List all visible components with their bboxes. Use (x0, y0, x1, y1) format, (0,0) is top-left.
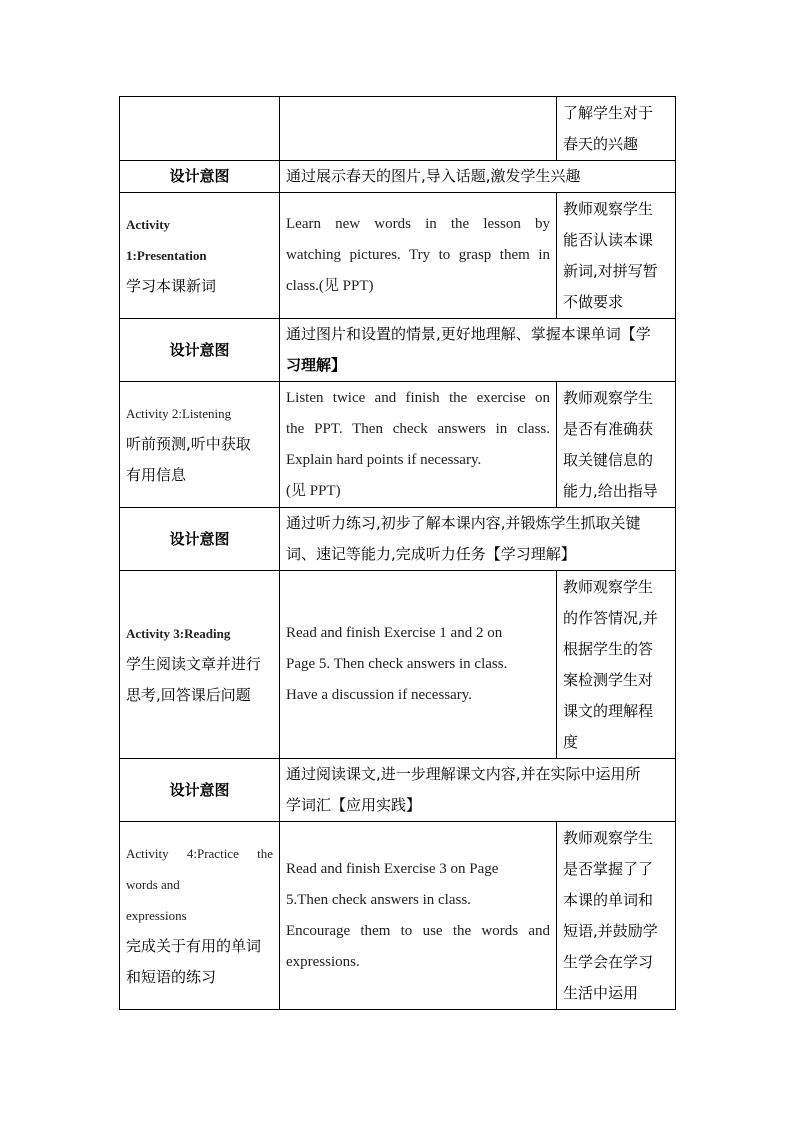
cell-line: Read and finish Exercise 1 and 2 on (286, 625, 503, 641)
cell-line: 是否掌握了了 (563, 859, 654, 878)
activity-description: 完成关于有用的单词 (126, 937, 262, 955)
cell-line: 教师观察学生 (563, 388, 654, 407)
activity-title: expressions (126, 908, 187, 923)
cell-line: Explain hard points if necessary. (286, 451, 482, 468)
table-row (120, 161, 676, 193)
table-row (120, 319, 676, 382)
cell-line: 学词汇【应用实践】 (286, 796, 422, 814)
cell-line: 根据学生的答 (563, 639, 654, 658)
activity-cell (120, 571, 280, 759)
cell-line: 通过听力练习,初步了解本课内容,并锻炼学生抓取关键 (286, 514, 641, 532)
cell-line: 生学会在学习 (563, 952, 654, 971)
activity-title: Activity 4:Practice the (126, 846, 273, 861)
cell-line: Listen twice and finish the exercise on (286, 389, 550, 406)
activity-description: 和短语的练习 (126, 968, 217, 986)
activity-description: 思考,回答课后问题 (126, 686, 251, 704)
assessment-cell (557, 193, 676, 319)
cell-line: 通过阅读课文,进一步理解课文内容,并在实际中运用所 (286, 765, 641, 783)
cell-line: Page 5. Then check answers in class. (286, 656, 508, 672)
cell-line: 教师观察学生 (563, 199, 654, 218)
cell-line: 取关键信息的 (563, 450, 654, 469)
cell-line: 案检测学生对 (563, 670, 654, 689)
procedure-cell (280, 97, 557, 161)
table-row (120, 97, 676, 161)
cell-line: 新词,对拼写暂 (563, 261, 658, 280)
intent-text (280, 161, 676, 193)
intent-text (280, 508, 676, 571)
activity-cell (120, 382, 280, 508)
cell-line: Read and finish Exercise 3 on Page (286, 860, 499, 877)
cell-line: 教师观察学生 (563, 828, 654, 847)
cell-line: 词、速记等能力,完成听力任务【学习理解】 (286, 545, 576, 563)
assessment-cell (557, 822, 676, 1010)
cell-line: 春天的兴趣 (563, 134, 639, 153)
intent-label: 设计意图 (120, 508, 280, 571)
assessment-cell (557, 382, 676, 508)
activity-title: Activity 3:Reading (126, 626, 231, 641)
cell-line: 5.Then check answers in class. (286, 891, 471, 908)
activity-description: 学生阅读文章并进行 (126, 655, 262, 673)
intent-label: 设计意图 (120, 161, 280, 193)
intent-text (280, 759, 676, 822)
cell-line: 度 (563, 732, 579, 751)
cell-line: 能否认读本课 (563, 230, 654, 249)
cell-line: 能力,给出指导 (563, 481, 658, 500)
cell-line: 了解学生对于 (563, 103, 654, 122)
intent-text (280, 319, 676, 382)
cell-line: 本课的单词和 (563, 890, 654, 909)
procedure-cell (280, 382, 557, 508)
activity-cell (120, 822, 280, 1010)
cell-line: expressions. (286, 953, 360, 970)
cell-line: 是否有准确获 (563, 419, 654, 438)
activity-cell (120, 193, 280, 319)
cell-line: Encourage them to use the words and (286, 922, 550, 939)
activity-description: 听前预测,听中获取 (126, 435, 251, 453)
activity-title: 1:Presentation (126, 248, 207, 263)
cell-line: the PPT. Then check answers in class. (286, 420, 550, 437)
lesson-plan-table (119, 96, 676, 1010)
activity-description: 学习本课新词 (126, 277, 217, 295)
activity-title: Activity (126, 217, 171, 232)
table-row (120, 571, 676, 759)
intent-label: 设计意图 (120, 319, 280, 382)
cell-line: class.(见 PPT) (286, 278, 374, 294)
activity-title: words and (126, 877, 180, 892)
cell-line: 生活中运用 (563, 983, 639, 1002)
intent-label: 设计意图 (120, 759, 280, 822)
cell-line: 通过图片和设置的情景,更好地理解、掌握本课单词【学 (286, 325, 651, 343)
procedure-cell (280, 193, 557, 319)
cell-line: 通过展示春天的图片,导入话题,激发学生兴趣 (286, 167, 581, 185)
assessment-cell (557, 97, 676, 161)
cell-line: Have a discussion if necessary. (286, 687, 473, 703)
cell-line: Learn new words in the lesson by (286, 216, 550, 232)
procedure-cell (280, 822, 557, 1010)
cell-line: (见 PPT) (286, 482, 341, 499)
table-row (120, 508, 676, 571)
activity-description: 有用信息 (126, 466, 187, 484)
table-row (120, 193, 676, 319)
activity-title: Activity 2:Listening (126, 406, 232, 421)
cell-line: 课文的理解程 (563, 701, 654, 720)
activity-cell (120, 97, 280, 161)
cell-line: 不做要求 (563, 292, 624, 311)
table-row (120, 759, 676, 822)
cell-line: 的作答情况,并 (563, 608, 658, 627)
cell-line: 短语,并鼓励学 (563, 921, 658, 940)
procedure-cell (280, 571, 557, 759)
table-row (120, 382, 676, 508)
cell-line: 习理解】 (286, 356, 347, 374)
table-row (120, 822, 676, 1010)
cell-line: 教师观察学生 (563, 577, 654, 596)
cell-line: watching pictures. Try to grasp them in (286, 247, 550, 263)
assessment-cell (557, 571, 676, 759)
